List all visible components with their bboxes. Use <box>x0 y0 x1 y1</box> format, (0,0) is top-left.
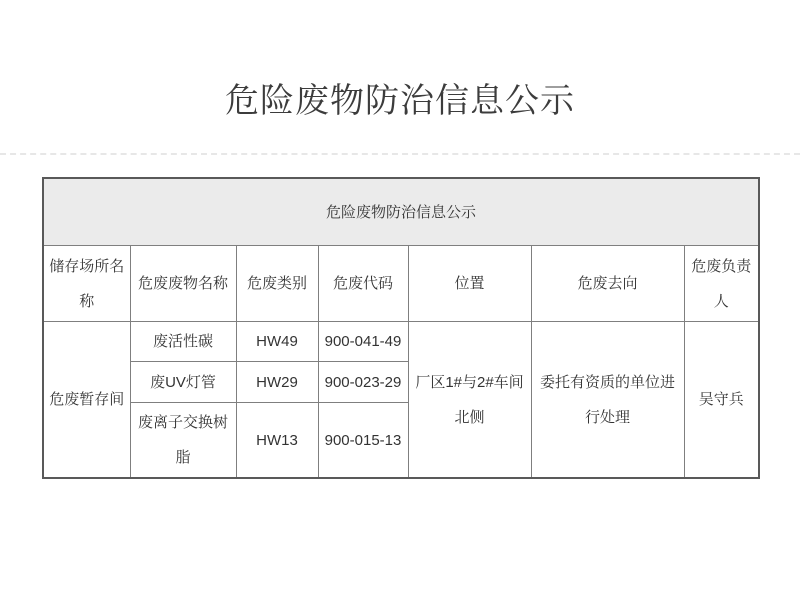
cell-waste-name: 废离子交换树脂 <box>130 403 236 479</box>
column-header-location: 位置 <box>408 246 531 322</box>
cell-waste-code: 900-015-13 <box>318 403 408 479</box>
table-caption-row <box>43 178 759 246</box>
cell-location: 厂区1#与2#车间北侧 <box>408 322 531 479</box>
cell-storage-name: 危废暂存间 <box>43 322 130 479</box>
cell-waste-category: HW49 <box>236 322 318 362</box>
column-header-waste-category: 危废类别 <box>236 246 318 322</box>
cell-manager: 吴守兵 <box>684 322 759 479</box>
cell-destination: 委托有资质的单位进行处理 <box>531 322 684 479</box>
column-header-waste-code: 危废代码 <box>318 246 408 322</box>
cell-waste-category: HW29 <box>236 362 318 403</box>
column-header-storage-name: 储存场所名称 <box>43 246 130 322</box>
cell-waste-code: 900-041-49 <box>318 322 408 362</box>
disclosure-table <box>42 177 760 479</box>
cell-waste-code: 900-023-29 <box>318 362 408 403</box>
table-caption: 危险废物防治信息公示 <box>43 178 759 246</box>
column-header-destination: 危废去向 <box>531 246 684 322</box>
cell-waste-category: HW13 <box>236 403 318 479</box>
table-header-row <box>43 246 759 322</box>
page-title: 危险废物防治信息公示 <box>225 82 575 120</box>
cell-waste-name: 废UV灯管 <box>130 362 236 403</box>
column-header-manager: 危废负责人 <box>684 246 759 322</box>
column-header-waste-name: 危废废物名称 <box>130 246 236 322</box>
table-row <box>43 322 759 362</box>
separator-line <box>0 153 800 155</box>
cell-waste-name: 废活性碳 <box>130 322 236 362</box>
